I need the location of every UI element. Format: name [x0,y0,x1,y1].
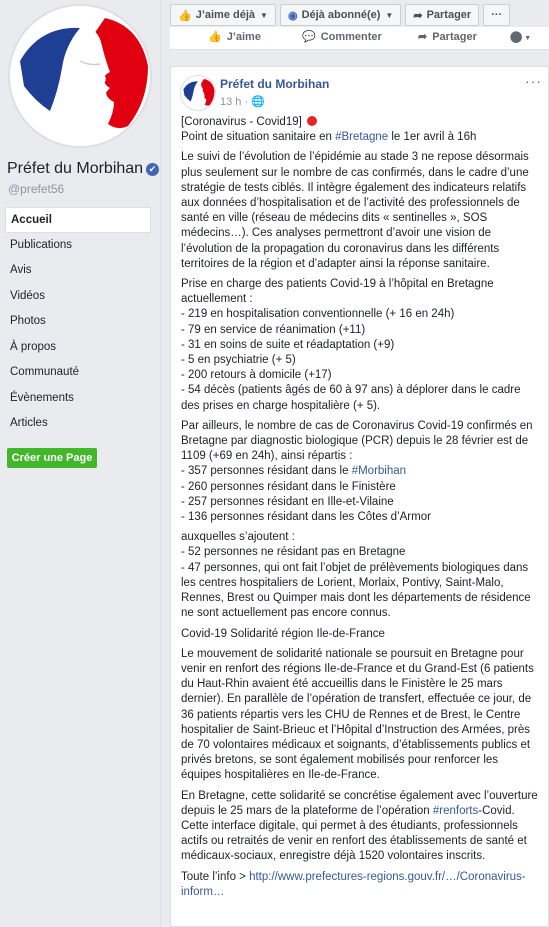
page-action-toolbar [170,4,514,26]
nav-item-a-propos[interactable]: À propos [10,340,57,353]
external-link[interactable]: http://www.prefectures-regions.gouv.fr/…/Coronavirus-inform… [181,870,526,898]
paragraph: auxquelles s’ajoutent : - 52 personnes ne résidant pas en Bretagne - 47 personnes, qui ont fait l’objet de prélèvements biologiques dans les centres hospitaliers de Lorient, Morlaix, Pontivy, Saint-Malo, Rennes, Brest ou Quimper mais dont les départements de résidence ne sont actuellement pas encore connus. [181,531,531,620]
share-arrow-icon: ➦ [413,9,423,22]
page-nav [5,207,151,437]
liked-button[interactable]: 👍 J’aime déjà ▼ [170,4,276,26]
create-page-button[interactable]: Créer une Page [7,448,97,468]
chevron-down-icon: ▼ [260,10,268,20]
nav-item-avis[interactable]: Avis [10,264,32,276]
column-divider [160,0,161,927]
nav-item-articles[interactable]: Articles [10,417,48,429]
rss-icon: ◉ [287,9,298,22]
thumbs-up-icon: 👍 [178,9,192,22]
thumbs-up-icon: 👍 [208,31,222,43]
avatar-icon: ⬤ [510,31,523,43]
page-title[interactable]: Préfet du Morbihan ✔ [7,160,159,178]
share-page-button[interactable]: ➦ Partager [405,4,479,26]
post-card [170,66,549,927]
post-author-avatar[interactable] [180,75,216,111]
nav-item-accueil[interactable]: Accueil [5,207,151,233]
paragraph: Covid-19 Solidarité région Ile-de-France [181,627,385,640]
hashtag-morbihan[interactable]: #Morbihan [351,465,407,478]
share-arrow-icon: ➦ [418,31,428,43]
audience-selector[interactable] [510,30,531,43]
hashtag-renforts[interactable]: #renforts [432,804,479,817]
paragraph: Le suivi de l’évolution de l’épidémie au stade 3 ne repose désormais plus seulement sur le nombre de cas confirmés, dans le cadre d’une stratégie de tests ciblés. Il intègre également des indicateurs relatifs aux données d’hospitalisation et de l’activité des professionnels de santé en ville (réseau de médecins dits « sentinelles », SOS médecins…). Ces analyses permettront d’avoir une vision de l’évolution de la propagation du coronavirus dans les différents territoires de la région et d’adapter ainsi la réponse sanitaire. [181,151,529,270]
page-handle[interactable]: @prefet56 [8,182,65,196]
post-timestamp[interactable]: 13 h · 🌐 [220,96,265,108]
verified-badge-icon: ✔ [146,163,159,176]
left-sidebar [0,0,160,927]
nav-item-videos[interactable]: Vidéos [10,289,45,302]
following-button[interactable]: ◉ Déjà abonné(e) ▼ [280,4,401,26]
paragraph: Par ailleurs, le nombre de cas de Coronavirus Covid-19 confirmés en Bretagne par diagnostic biologique (PCR) depuis le 28 février est de 1109 (+69 en 24h), ainsi répartis : - 357 personnes résidant dans le #Morbihan - 260 personnes résidant dans le Finistère - 257 personnes résidant en Ille-et-Vilaine - 136 personnes résidant dans les Côtes d’Armor [181,419,533,524]
marianne-logo [181,76,215,110]
globe-icon: 🌐 [251,96,265,108]
nav-item-evenements[interactable]: Évènements [10,391,74,404]
red-circle-icon [307,116,317,126]
nav-item-communaute[interactable]: Communauté [10,366,80,378]
hashtag-bretagne[interactable]: #Bretagne [335,131,389,144]
like-action[interactable]: 👍 J’aime [208,31,261,43]
paragraph: Le mouvement de solidarité nationale se poursuit en Bretagne pour venir en renfort des régions Ile-de-France et du Grand-Est (6 patients du Haut-Rhin avaient été accueillis dans le Finistère le 25 mars dernier). En parallèle de l’opération de transfert, effectuée ce jour, de 36 patients répartis vers les CHU de Rennes et de Brest, le Centre hospitalier de Saint-Brieuc et l’Hôpital d’Instruction des Armées, près de 70 volontaires médicaux et soignants, d’établissements publics et privés bretons, se sont également mobilisés pour renforcer les équipes hospitalières en Ile-de-France. [181,647,534,782]
previous-post-actions [170,27,549,50]
share-action[interactable]: ➦ Partager [418,31,477,43]
nav-item-photos[interactable]: Photos [10,315,46,327]
paragraph: En Bretagne, cette solidarité se concrétise également avec l’ouverture depuis le 25 mars de la plateforme de l’opération #renforts-Covid. Cette interface digitale, qui permet à des étudiants, professionnels actifs ou retraités de venir en renfort des établissements de santé et médicaux-sociaux, enregistre déjà 1520 volontaires inscrits. [181,789,538,863]
post-author-name[interactable]: Préfet du Morbihan [220,77,330,91]
marianne-logo [10,6,150,146]
chevron-down-icon: ▼ [522,35,532,42]
post-options-button[interactable]: ··· [525,73,542,89]
profile-picture[interactable] [8,4,152,148]
post-intro: [Coronavirus - Covid19] Point de situation sanitaire en #Bretagne le 1er avril à 16h [181,116,477,144]
comment-icon: 💬 [302,31,316,43]
comment-action[interactable]: 💬 Commenter [302,31,382,43]
paragraph: Toute l’info > http://www.prefectures-regions.gouv.fr/…/Coronavirus-inform… [181,870,526,898]
post-text [181,115,541,905]
chevron-down-icon: ▼ [385,10,394,20]
nav-item-publications[interactable]: Publications [10,238,73,251]
more-options-button[interactable]: ··· [483,4,510,26]
paragraph: Prise en charge des patients Covid-19 à l’hôpital en Bretagne actuellement : - 219 en hospitalisation conventionnelle (+ 16 en 24h) - 79 en service de réanimation (+11) - 31 en soins de suite et réadaptation (+9) - 5 en psychiatrie (+ 5) - 200 retours à domicile (+17) - 54 décès (patients âgés de 60 à 97 ans) à déplorer dans le cadre des prises en charge hospitalière (+ 5). [181,278,521,412]
